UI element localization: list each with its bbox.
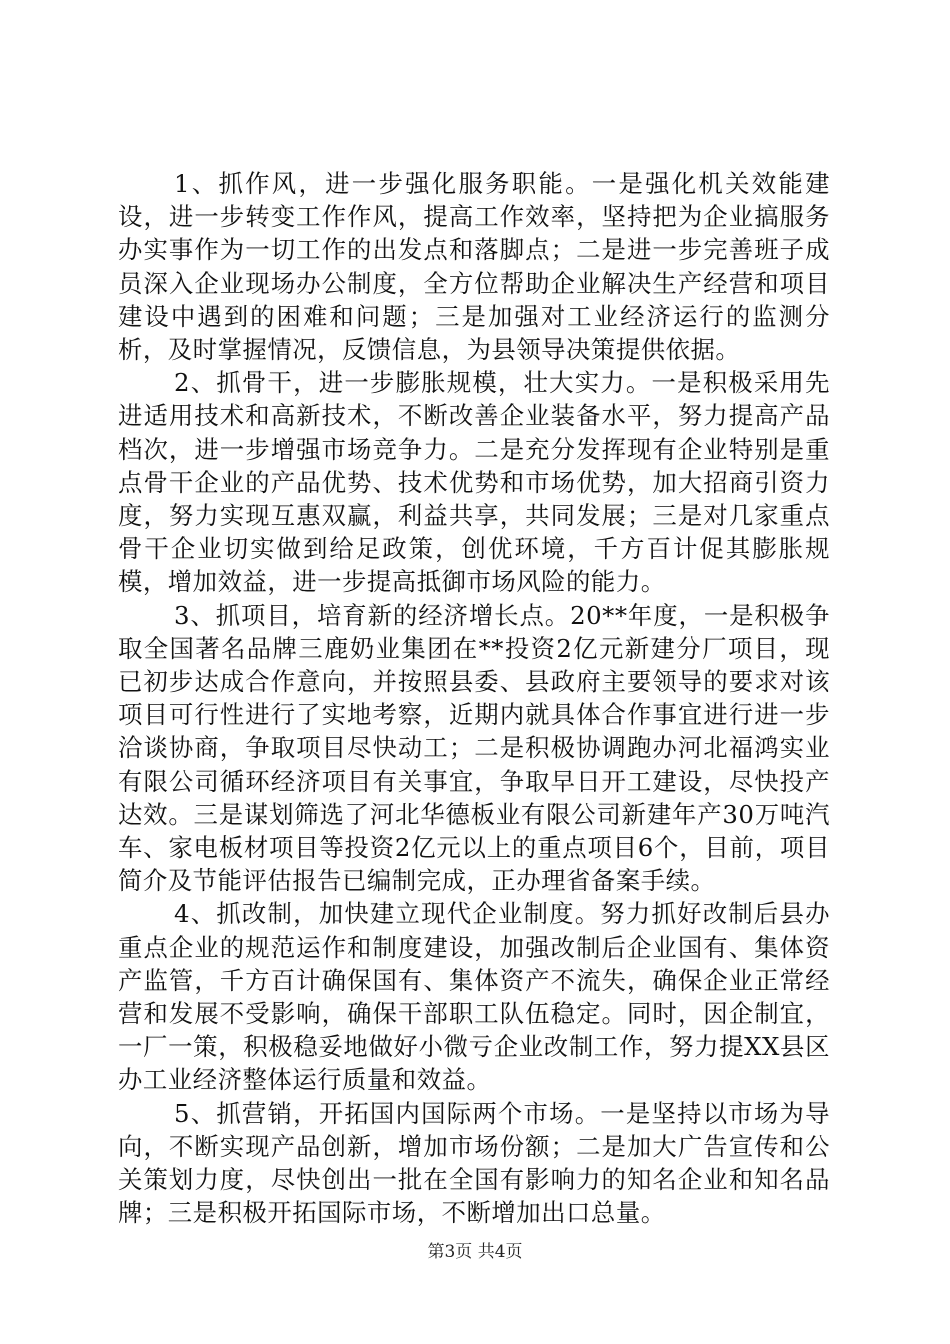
paragraph-work-style: 1、抓作风，进一步强化服务职能。一是强化机关效能建设，进一步转变工作作风，提高工作效率，坚持把为企业搞服务办实事作为一切工作的出发点和落脚点；二是进一步完善班子成员深入企业现场办公制度，全方位帮助企业解决生产经营和项目建设中遇到的困难和问题；三是加强对工业经济运行的监测分析，及时掌握情况，反馈信息，为县领导决策提供依据。 bbox=[118, 169, 830, 365]
paragraph-backbone-enterprises: 2、抓骨干，进一步膨胀规模，壮大实力。一是积极采用先进适用技术和高新技术，不断改善企业装备水平，努力提高产品档次，进一步增强市场竞争力。二是充分发挥现有企业特别是重点骨干企业的产品优势、技术优势和市场优势，加大招商引资力度，努力实现互惠双赢，利益共享，共同发展；三是对几家重点骨干企业切实做到给足政策，创优环境，千方百计促其膨胀规模，增加效益，进一步提高抵御市场风险的能力。 bbox=[118, 368, 830, 597]
paragraph-restructuring: 4、抓改制，加快建立现代企业制度。努力抓好改制后县办重点企业的规范运作和制度建设，加强改制后企业国有、集体资产监管，千方百计确保国有、集体资产不流失，确保企业正常经营和发展不受影响，确保干部职工队伍稳定。同时，因企制宜，一厂一策，积极稳妥地做好小微亏企业改制工作，努力提XX县区办工业经济整体运行质量和效益。 bbox=[118, 899, 830, 1095]
page-footer: 第3页 共4页 bbox=[427, 1242, 523, 1262]
paragraph-projects: 3、抓项目，培育新的经济增长点。20**年度，一是积极争取全国著名品牌三鹿奶业集团在**投资2亿元新建分厂项目，现已初步达成合作意向，并按照县委、县政府主要领导的要求对该项目可行性进行了实地考察，近期内就具体合作事宜进行进一步洽谈协商，争取项目尽快动工；二是积极协调跑办河北福鸿实业有限公司循环经济项目有关事宜，争取早日开工建设，尽快投产达效。三是谋划筛选了河北华德板业有限公司新建年产30万吨汽车、家电板材项目等投资2亿元以上的重点项目6个，目前，项目简介及节能评估报告已编制完成，正办理省备案手续。 bbox=[118, 600, 830, 896]
document-body bbox=[118, 167, 830, 1230]
paragraph-marketing: 5、抓营销，开拓国内国际两个市场。一是坚持以市场为导向，不断实现产品创新，增加市场份额；二是加大广告宣传和公关策划力度，尽快创出一批在全国有影响力的知名企业和知名品牌；三是积极开拓国际市场，不断增加出口总量。 bbox=[118, 1098, 830, 1228]
